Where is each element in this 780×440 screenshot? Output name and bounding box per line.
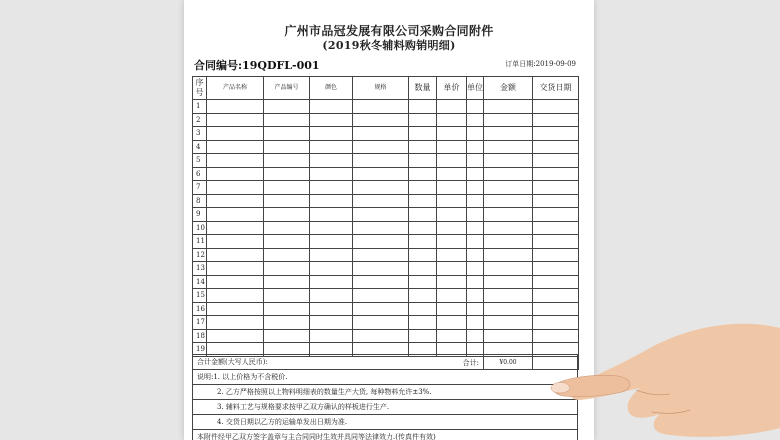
- table-cell: [484, 167, 533, 181]
- table-cell: [264, 181, 310, 195]
- table-cell: [353, 329, 409, 343]
- table-cell: [353, 235, 409, 249]
- table-cell: [533, 275, 579, 289]
- table-row: [193, 329, 579, 343]
- row-number: 4: [193, 140, 207, 154]
- table-cell: [484, 329, 533, 343]
- table-cell: [264, 140, 310, 154]
- table-cell: [484, 208, 533, 222]
- hand-image: [540, 318, 780, 440]
- note-line: 说明:1. 以上价格为不含税价.: [193, 370, 578, 385]
- table-cell: [310, 289, 353, 303]
- table-cell: [484, 221, 533, 235]
- table-cell: [484, 181, 533, 195]
- row-number: 13: [193, 262, 207, 276]
- table-cell: [467, 100, 484, 114]
- table-cell: [310, 208, 353, 222]
- table-cell: [353, 127, 409, 141]
- table-cell: [467, 181, 484, 195]
- table-cell: [467, 167, 484, 181]
- table-cell: [310, 275, 353, 289]
- table-row: [193, 140, 579, 154]
- table-cell: [264, 221, 310, 235]
- table-cell: [467, 248, 484, 262]
- table-cell: [437, 113, 467, 127]
- table-row: [193, 289, 579, 303]
- table-cell: [353, 167, 409, 181]
- table-cell: [533, 289, 579, 303]
- table-cell: [409, 127, 437, 141]
- contract-attachment-page: [184, 0, 594, 440]
- table-cell: [264, 316, 310, 330]
- note-line: 3. 辅料工艺与规格要求按甲乙双方确认的样板进行生产.: [193, 400, 578, 415]
- table-cell: [437, 235, 467, 249]
- table-cell: [264, 302, 310, 316]
- table-cell: [409, 167, 437, 181]
- table-cell: [437, 302, 467, 316]
- table-cell: [310, 140, 353, 154]
- table-cell: [310, 181, 353, 195]
- table-cell: [264, 127, 310, 141]
- table-cell: [310, 113, 353, 127]
- table-cell: [264, 275, 310, 289]
- row-number: 16: [193, 302, 207, 316]
- table-cell: [533, 221, 579, 235]
- table-cell: [264, 248, 310, 262]
- table-cell: [437, 194, 467, 208]
- table-cell: [264, 154, 310, 168]
- table-cell: [467, 316, 484, 330]
- table-cell: [484, 275, 533, 289]
- row-number: 11: [193, 235, 207, 249]
- table-row: [193, 208, 579, 222]
- table-cell: [484, 316, 533, 330]
- total-amount: ¥0.00: [484, 356, 533, 370]
- table-cell: [437, 275, 467, 289]
- table-cell: [353, 221, 409, 235]
- table-cell: [353, 289, 409, 303]
- total-label: 合计:: [193, 356, 484, 370]
- table-cell: [207, 140, 264, 154]
- table-cell: [353, 208, 409, 222]
- header-unit-price: 单价: [437, 77, 467, 100]
- table-cell: [207, 100, 264, 114]
- table-cell: [409, 302, 437, 316]
- row-number: 10: [193, 221, 207, 235]
- table-cell: [353, 113, 409, 127]
- table-cell: [353, 275, 409, 289]
- table-cell: [264, 167, 310, 181]
- table-cell: [467, 140, 484, 154]
- document-subtitle: (2019秋冬辅料购销明细): [322, 39, 456, 52]
- table-cell: [437, 181, 467, 195]
- table-row: [193, 248, 579, 262]
- table-cell: [533, 167, 579, 181]
- table-cell: [409, 248, 437, 262]
- row-number: 14: [193, 275, 207, 289]
- header-quantity: 数量: [409, 77, 437, 100]
- header-product-code: 产品编号: [264, 77, 310, 100]
- table-cell: [310, 154, 353, 168]
- table-cell: [437, 248, 467, 262]
- table-cell: [467, 289, 484, 303]
- table-cell: [484, 113, 533, 127]
- table-cell: [207, 221, 264, 235]
- table-cell: [467, 302, 484, 316]
- table-cell: [484, 100, 533, 114]
- table-cell: [207, 302, 264, 316]
- header-color: 颜色: [310, 77, 353, 100]
- table-row: [193, 235, 579, 249]
- table-cell: [409, 154, 437, 168]
- table-cell: [264, 329, 310, 343]
- table-cell: [264, 289, 310, 303]
- table-cell: [437, 154, 467, 168]
- table-cell: [207, 329, 264, 343]
- header-product-name: 产品名称: [207, 77, 264, 100]
- table-cell: [353, 100, 409, 114]
- table-cell: [533, 127, 579, 141]
- table-cell: [207, 167, 264, 181]
- table-cell: [467, 262, 484, 276]
- notes-section: [192, 354, 578, 440]
- table-cell: [310, 235, 353, 249]
- validity-footer: 本附件经甲乙双方签字盖章与主合同同时生效并具同等法律效力.(传真件有效): [193, 430, 578, 440]
- table-cell: [484, 140, 533, 154]
- header-delivery-date: 交货日期: [533, 77, 579, 100]
- table-cell: [484, 127, 533, 141]
- table-cell: [264, 235, 310, 249]
- table-cell: [533, 181, 579, 195]
- row-number: 8: [193, 194, 207, 208]
- table-cell: [533, 140, 579, 154]
- table-row: [193, 113, 579, 127]
- table-cell: [310, 127, 353, 141]
- row-number: 12: [193, 248, 207, 262]
- table-row: [193, 181, 579, 195]
- table-cell: [533, 262, 579, 276]
- table-cell: [467, 221, 484, 235]
- table-cell: [467, 275, 484, 289]
- table-cell: [409, 113, 437, 127]
- table-cell: [353, 181, 409, 195]
- table-cell: [533, 302, 579, 316]
- header-unit: 单位: [467, 77, 484, 100]
- hand-fingernail: [551, 382, 570, 393]
- table-cell: [467, 127, 484, 141]
- header-spec: 规格: [353, 77, 409, 100]
- table-cell: [207, 262, 264, 276]
- table-row: [193, 194, 579, 208]
- table-cell: [437, 100, 467, 114]
- contract-number: 合同编号:19QDFL-001: [194, 59, 320, 72]
- table-cell: [409, 181, 437, 195]
- table-cell: [533, 154, 579, 168]
- table-cell: [207, 208, 264, 222]
- table-cell: [484, 289, 533, 303]
- table-cell: [409, 100, 437, 114]
- row-number: 17: [193, 316, 207, 330]
- table-cell: [484, 235, 533, 249]
- table-cell: [484, 154, 533, 168]
- row-number: 2: [193, 113, 207, 127]
- table-row: [193, 302, 579, 316]
- header-index: 序号: [193, 77, 207, 100]
- table-cell: [264, 194, 310, 208]
- table-cell: [409, 208, 437, 222]
- table-row: [193, 275, 579, 289]
- table-cell: [353, 262, 409, 276]
- row-number: 3: [193, 127, 207, 141]
- table-cell: [310, 302, 353, 316]
- row-number: 18: [193, 329, 207, 343]
- table-cell: [437, 289, 467, 303]
- table-cell: [207, 248, 264, 262]
- table-cell: [207, 275, 264, 289]
- table-cell: [310, 100, 353, 114]
- total-words-line: 合计金额(大写人民币):: [193, 355, 578, 370]
- table-cell: [310, 248, 353, 262]
- table-cell: [310, 329, 353, 343]
- table-cell: [409, 194, 437, 208]
- table-cell: [353, 302, 409, 316]
- row-number: 15: [193, 289, 207, 303]
- table-cell: [437, 140, 467, 154]
- table-cell: [207, 113, 264, 127]
- table-cell: [484, 302, 533, 316]
- table-cell: [437, 316, 467, 330]
- table-cell: [207, 235, 264, 249]
- table-cell: [207, 194, 264, 208]
- table-cell: [264, 113, 310, 127]
- table-cell: [264, 100, 310, 114]
- table-cell: [484, 262, 533, 276]
- table-cell: [310, 262, 353, 276]
- table-cell: [467, 329, 484, 343]
- table-header-row: [193, 77, 579, 100]
- table-cell: [533, 100, 579, 114]
- purchase-detail-table: [192, 76, 579, 370]
- table-cell: [467, 113, 484, 127]
- table-cell: [264, 262, 310, 276]
- table-cell: [533, 248, 579, 262]
- table-cell: [409, 289, 437, 303]
- table-cell: [467, 194, 484, 208]
- table-cell: [437, 167, 467, 181]
- table-cell: [207, 181, 264, 195]
- table-cell: [310, 167, 353, 181]
- table-cell: [207, 289, 264, 303]
- table-cell: [437, 262, 467, 276]
- table-cell: [467, 208, 484, 222]
- row-number: 6: [193, 167, 207, 181]
- table-row: [193, 100, 579, 114]
- table-cell: [409, 275, 437, 289]
- table-cell: [353, 316, 409, 330]
- note-line: 2. 乙方严格按照以上物料明细表的数量生产大货, 每种物料允许±3%.: [193, 385, 578, 400]
- table-row: [193, 316, 579, 330]
- table-cell: [310, 221, 353, 235]
- table-cell: [310, 316, 353, 330]
- table-cell: [533, 194, 579, 208]
- table-row: [193, 221, 579, 235]
- table-cell: [353, 194, 409, 208]
- table-cell: [437, 208, 467, 222]
- table-row: [193, 127, 579, 141]
- table-cell: [437, 221, 467, 235]
- table-cell: [353, 140, 409, 154]
- table-cell: [467, 154, 484, 168]
- row-number: 19: [193, 343, 207, 357]
- table-cell: [264, 208, 310, 222]
- table-cell: [484, 248, 533, 262]
- table-cell: [409, 235, 437, 249]
- order-date: 订单日期:2019-09-09: [505, 60, 576, 68]
- table-cell: [533, 235, 579, 249]
- table-cell: [409, 262, 437, 276]
- table-row: [193, 167, 579, 181]
- row-number: 9: [193, 208, 207, 222]
- table-cell: [409, 221, 437, 235]
- table-cell: [437, 127, 467, 141]
- table-cell: [207, 154, 264, 168]
- note-line: 4. 交货日期以乙方的运输单发出日期为准.: [193, 415, 578, 430]
- table-cell: [533, 113, 579, 127]
- table-cell: [409, 316, 437, 330]
- row-number: 7: [193, 181, 207, 195]
- table-cell: [207, 316, 264, 330]
- table-cell: [467, 235, 484, 249]
- row-number: 1: [193, 100, 207, 114]
- header-amount: 金额: [484, 77, 533, 100]
- table-cell: [533, 208, 579, 222]
- table-row: [193, 154, 579, 168]
- table-cell: [409, 140, 437, 154]
- table-row: [193, 262, 579, 276]
- table-cell: [207, 127, 264, 141]
- table-cell: [353, 154, 409, 168]
- table-cell: [484, 194, 533, 208]
- table-cell: [437, 329, 467, 343]
- row-number: 5: [193, 154, 207, 168]
- table-cell: [310, 194, 353, 208]
- table-cell: [409, 329, 437, 343]
- document-title: 广州市品冠发展有限公司采购合同附件: [284, 24, 494, 38]
- table-cell: [353, 248, 409, 262]
